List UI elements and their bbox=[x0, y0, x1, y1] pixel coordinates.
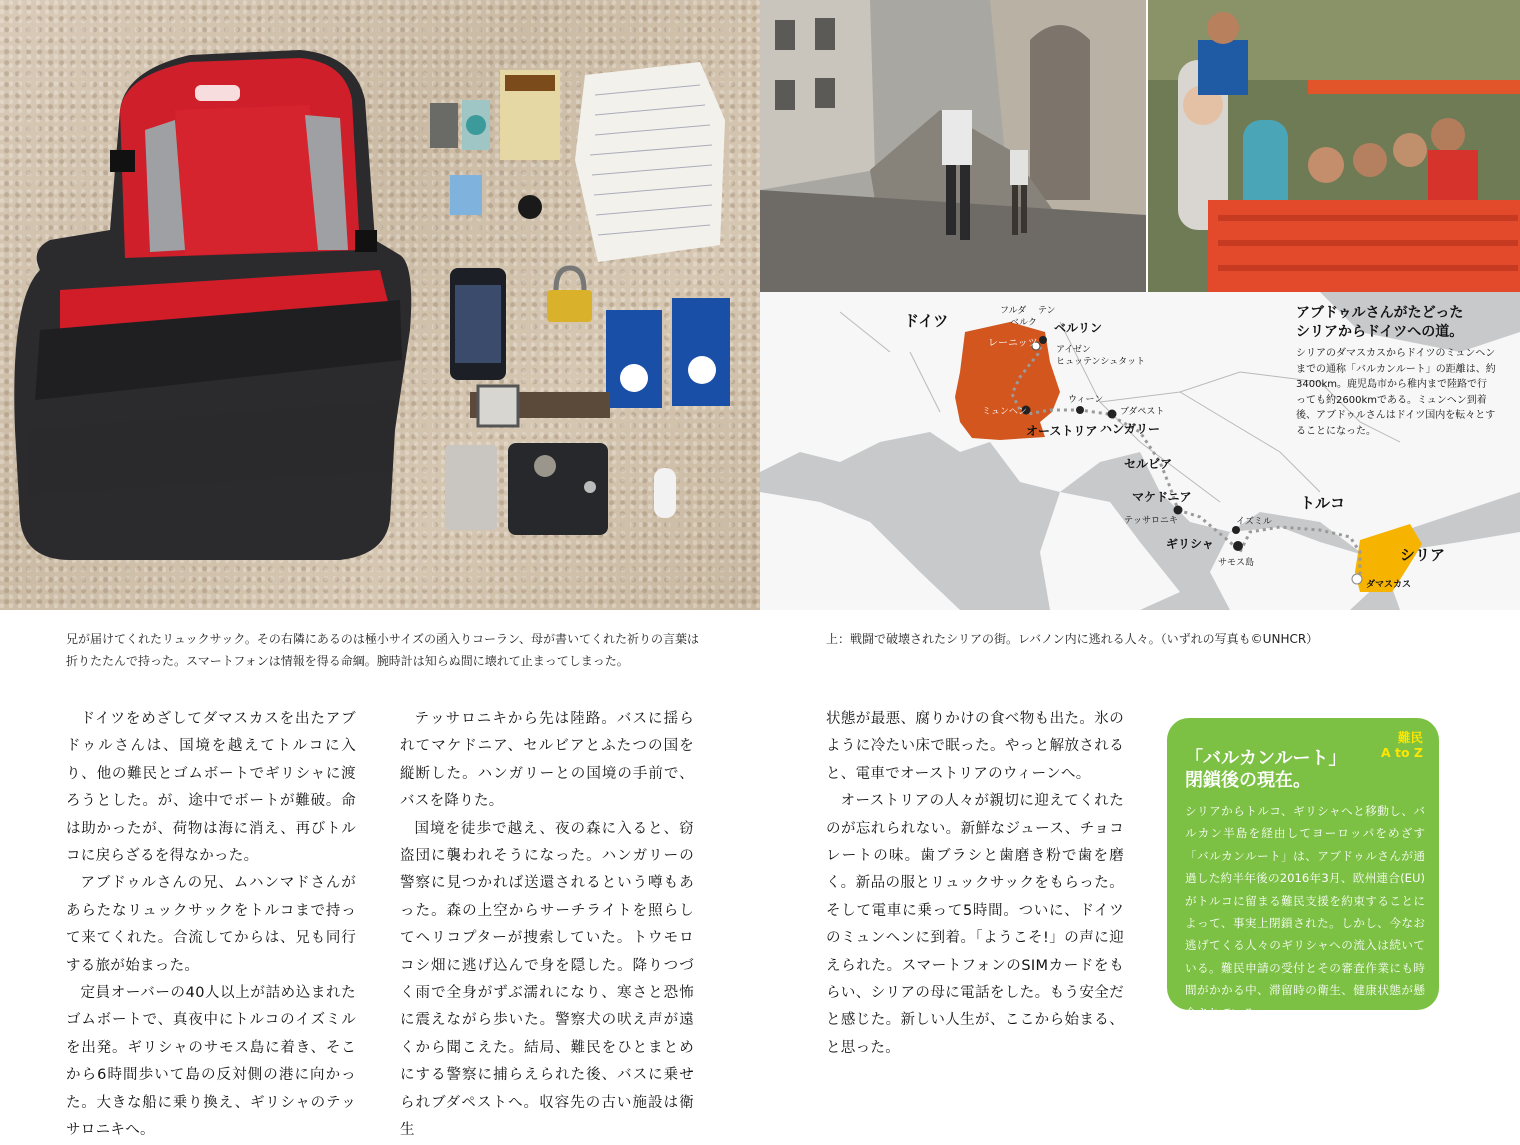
map-label-munich: ミュンヘン bbox=[982, 407, 1027, 417]
atoz-title bbox=[1185, 748, 1347, 792]
map-label-fulda: フルダ bbox=[1000, 306, 1027, 316]
atoz-tag-line2: A to Z bbox=[1380, 745, 1423, 760]
ruined-street-photo bbox=[760, 0, 1146, 292]
atoz-title-line2: 閉鎖後の現在。 bbox=[1185, 770, 1311, 791]
map-description bbox=[1296, 304, 1496, 440]
map-label-thessaloniki: テッサロニキ bbox=[1124, 516, 1179, 526]
map-label-syria: シリア bbox=[1400, 546, 1446, 564]
article-paragraph: オーストリアの人々が親切に迎えてくれたのが忘れられない。新鮮なジュース、チョコレートの味。歯ブラシと歯磨き粉で歯を磨く。新品の服とリュックサックをもらった。そして電車に乗って5時間。ついに、ドイツのミュンヘンに到着。「ようこそ!」の声に迎えられた。スマートフォンのSIMカードをもらい、シリアの母に電話をした。もう安全だと感じた。新しい人生が、ここから始まる、と思った。 bbox=[826, 793, 1124, 1056]
map-label-austria: オーストリア bbox=[1026, 424, 1098, 438]
map-title-line2: シリアからドイツへの道。 bbox=[1296, 324, 1464, 340]
map-label-turkey: トルコ bbox=[1300, 494, 1346, 512]
truck-illustration bbox=[1148, 0, 1520, 292]
article-paragraph-continued: 状態が最悪、腐りかけの食べ物も出た。氷のように冷たい床で眠った。やっと解放されると、電車でオーストリアのウィーンへ。 bbox=[826, 711, 1124, 782]
map-label-macedonia: マケドニア bbox=[1132, 490, 1192, 504]
map-desc-text: シリアのダマスカスからドイツのミュンヘンまでの通称「バルカンルート」の距離は、約3400km。鹿児島市から稚内まで陸路で行っても約2600kmである。ミュンヘン到着後、アブドゥルさんはドイツ国内を転々とすることになった。 bbox=[1296, 348, 1496, 437]
article-column-1 bbox=[66, 706, 356, 1145]
map-label-eisenhuettenstadt: ヒュッテンシュタット bbox=[1056, 357, 1146, 367]
map-label-samos: サモス島 bbox=[1218, 558, 1255, 568]
photos-caption: 上：戦闘で破壊されたシリアの街。レバノン内に逃れる人々。（いずれの写真も©UNHCR） bbox=[826, 632, 1319, 646]
backpack-caption bbox=[66, 628, 756, 672]
article-paragraph: テッサロニキから先は陸路。バスに揺られてマケドニア、セルビアとふたつの国を縦断した。ハンガリーとの国境の手前で、バスを降りた。 bbox=[400, 711, 694, 810]
article-paragraph: 国境を徒歩で越え、夜の森に入ると、窃盗団に襲われそうになった。ハンガリーの警察に見つかれば送還されるという噂もあった。森の上空からサーチライトを照らしてヘリコプターが捜索していた。トウモロコシ畑に逃げ込んで身を隠した。降りつづく雨で全身がずぶ濡れになり、寒さと恐怖に震えながら歩いた。警察犬の吠え声が遠くから聞こえた。結局、難民をひとまとめにする警察に捕らえられた後、バスに乗せられブダペストへ。収容先の古い施設は衛生 bbox=[400, 820, 694, 1139]
map-label-leinitz: レーニッツ bbox=[988, 338, 1038, 349]
atoz-body: シリアからトルコ、ギリシャへと移動し、バルカン半島を経由してヨーロッパをめざす「バルカンルート」は、アブドゥルさんが通過した約半年後の2016年3月、欧州連合(EU)がトルコに留まる難民支援を約束することによって、事実上閉鎖された。しかし、今なお逃げてくる人々のギリシャへの流入は続いている。難民申請の受付とその審査作業にも時間がかかる中、滞留時の衛生、健康状態が懸念されている。 bbox=[1185, 804, 1425, 1020]
backpack-caption-line1: 兄が届けてくれたリュックサック。その右隣にあるのは極小サイズの函入りコーラン、母が書いてくれた祈りの言葉は bbox=[66, 632, 700, 646]
backpack-photo bbox=[0, 0, 760, 610]
map-label-budapest: ブダペスト bbox=[1120, 407, 1165, 417]
backpack-illustration bbox=[0, 0, 760, 610]
map-label-eisen: アイゼン bbox=[1056, 345, 1091, 355]
refugees-truck-photo bbox=[1148, 0, 1520, 292]
map-label-greece: ギリシャ bbox=[1166, 537, 1214, 551]
map-label-fulda-2: テン bbox=[1038, 306, 1056, 316]
map-label-damascus: ダマスカス bbox=[1366, 580, 1412, 590]
article-paragraph: アブドゥルさんの兄、ムハンマドさんがあらたなリュックサックをトルコまで持って来てくれた。合流してからは、兄も同行する旅が始まった。 bbox=[66, 875, 356, 974]
atoz-title-line1: 「バルカンルート」 bbox=[1185, 748, 1347, 769]
map-label-germany: ドイツ bbox=[904, 312, 949, 330]
article-column-3 bbox=[826, 706, 1124, 1062]
article-paragraph: ドイツをめざしてダマスカスを出たアブドゥルさんは、国境を越えてトルコに入り、他の難民とゴムボートでギリシャに渡ろうとした。が、途中でボートが難破。命は助かったが、荷物は海に消え、再びトルコに戻らざるを得なかった。 bbox=[66, 711, 356, 865]
map-label-berlin: ベルリン bbox=[1054, 321, 1103, 335]
atoz-tag-line1: 難民 bbox=[1397, 730, 1423, 745]
map-title-line1: アブドゥルさんがたどった bbox=[1296, 305, 1464, 321]
backpack-caption-line2: 折りたたんで持った。スマートフォンは情報を得る命綱。腕時計は知らぬ間に壊れて止まってしまった。 bbox=[66, 654, 629, 668]
map-label-izmir: イズミル bbox=[1236, 517, 1272, 527]
ruins-illustration bbox=[760, 0, 1146, 292]
map-label-vienna: ウィーン bbox=[1068, 395, 1104, 405]
atoz-tag bbox=[1381, 730, 1423, 760]
map-label-hungary: ハンガリー bbox=[1100, 422, 1161, 436]
article-paragraph: 定員オーバーの40人以上が詰め込まれたゴムボートで、真夜中にトルコのイズミルを出発。ギリシャのサモス島に着き、そこから6時間歩いて島の反対側の港に向かった。大きな船に乗り換え、ギリシャのテッサロニキへ。 bbox=[66, 985, 356, 1139]
map-label-serbia: セルビア bbox=[1124, 457, 1173, 471]
article-column-2 bbox=[400, 706, 694, 1145]
map-label-berg: ベルク bbox=[1010, 318, 1037, 328]
refugee-atoz-box bbox=[1167, 718, 1439, 1020]
